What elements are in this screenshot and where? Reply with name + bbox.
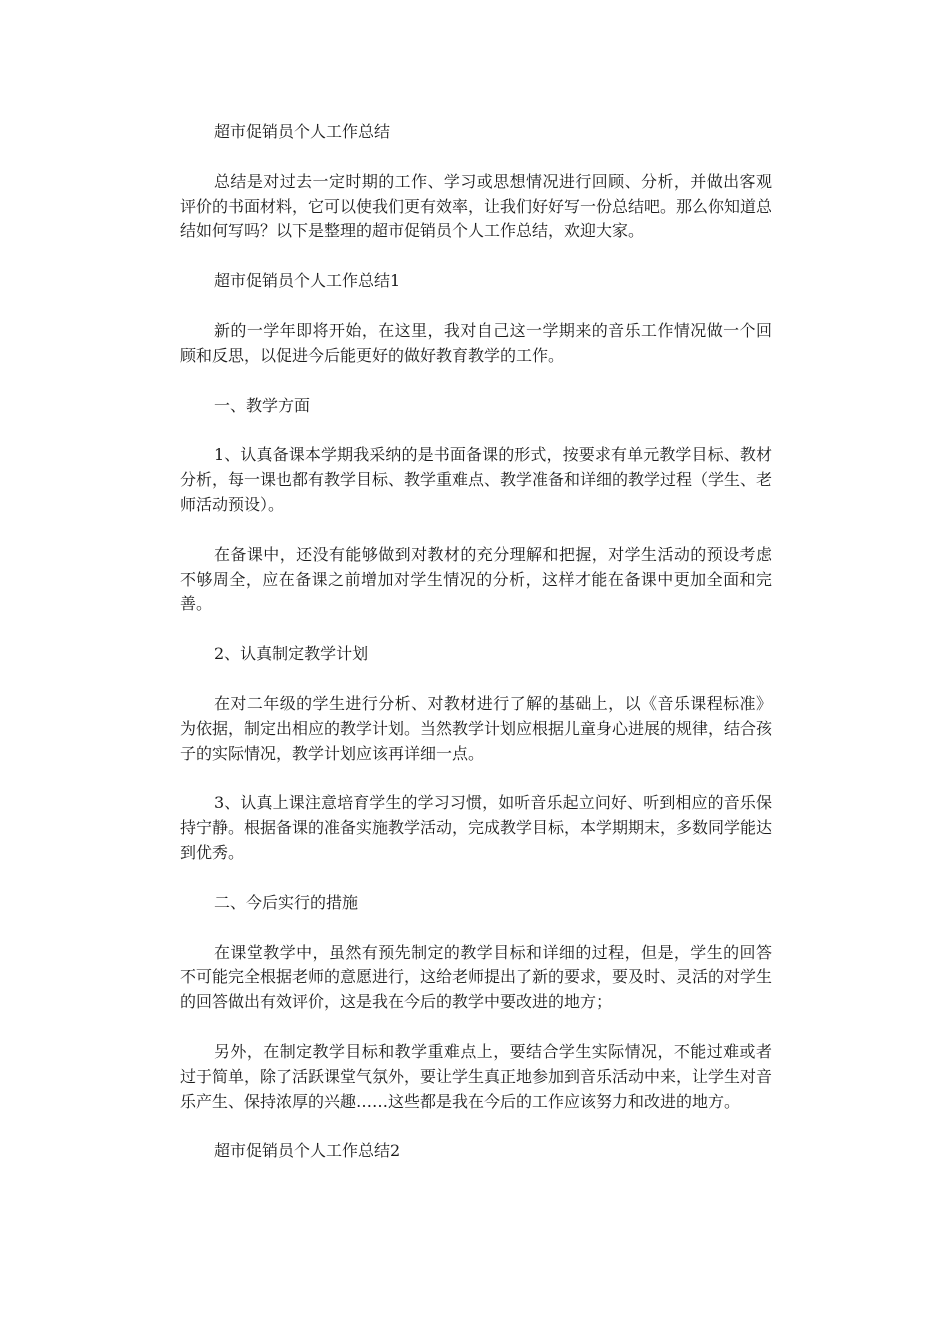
document-title: 超市促销员个人工作总结 bbox=[214, 122, 391, 141]
subheading-teaching: 一、教学方面 bbox=[214, 395, 311, 415]
section-2-title: 超市促销员个人工作总结2 bbox=[214, 1141, 401, 1161]
paragraph-4: 在对二年级的学生进行分析、对教材进行了解的基础上，以《音乐课程标准》为依据，制定出相应的教学计划。当然教学计划应根据儿童身心进展的规律，结合孩子的实际情况，教学计划应该再详细一点。 bbox=[180, 693, 773, 763]
document-page bbox=[180, 120, 772, 1189]
paragraph-2: 1、认真备课本学期我采纳的是书面备课的形式，按要求有单元教学目标、教材分析，每一课也都有教学目标、教学重难点、教学准备和详细的教学过程（学生、老师活动预设）。 bbox=[180, 445, 773, 514]
paragraph-1: 新的一学年即将开始，在这里，我对自己这一学期来的音乐工作情况做一个回顾和反思，以促进今后能更好的做好教育教学的工作。 bbox=[180, 320, 772, 365]
section-1-title: 超市促销员个人工作总结1 bbox=[214, 271, 401, 291]
subheading-measures: 二、今后实行的措施 bbox=[214, 892, 359, 912]
intro-paragraph: 总结是对过去一定时期的工作、学习或思想情况进行回顾、分析，并做出客观评价的书面材料，它可以使我们更有效率，让我们好好写一份总结吧。那么你知道总结如何写吗？以下是整理的超市促销员个人工作总结，欢迎大家。 bbox=[180, 171, 773, 241]
paragraph-7: 另外，在制定教学目标和教学重难点上，要结合学生实际情况，不能过难或者过于简单，除了活跃课堂气氛外，要让学生真正地参加到音乐活动中来，让学生对音乐产生、保持浓厚的兴趣……这些都是我在今后的工作应该努力和改进的地方。 bbox=[180, 1041, 773, 1111]
paragraph-3: 在备课中，还没有能够做到对教材的充分理解和把握，对学生活动的预设考虑不够周全，应在备课之前增加对学生情况的分析，这样才能在备课中更加全面和完善。 bbox=[180, 544, 772, 614]
subheading-plan: 2、认真制定教学计划 bbox=[214, 644, 369, 664]
paragraph-6: 在课堂教学中，虽然有预先制定的教学目标和详细的过程，但是，学生的回答不可能完全根据老师的意愿进行，这给老师提出了新的要求，要及时、灵活的对学生的回答做出有效评价，这是我在今后的教学中要改进的地方； bbox=[180, 942, 773, 1012]
paragraph-5: 3、认真上课注意培育学生的学习习惯，如听音乐起立问好、听到相应的音乐保持宁静。根据备课的准备实施教学活动，完成教学目标，本学期期末，多数同学能达到优秀。 bbox=[180, 793, 773, 862]
